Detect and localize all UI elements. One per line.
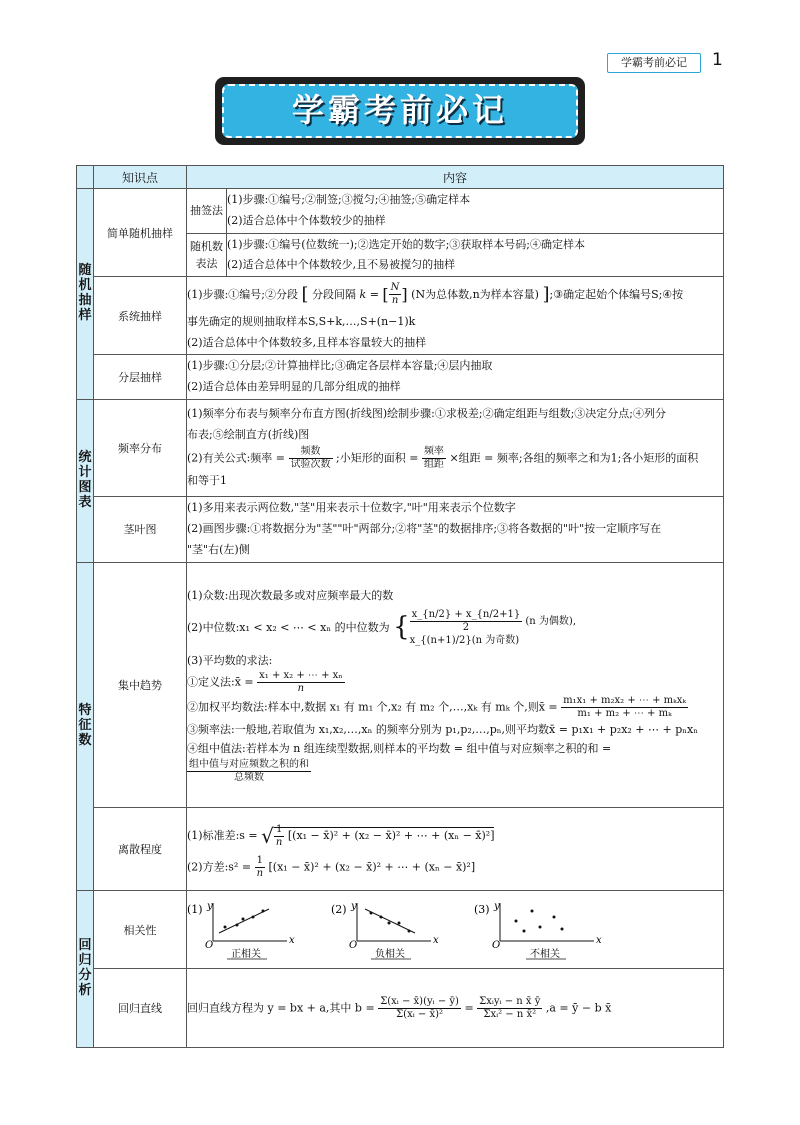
topic-dispersion: 离散程度	[94, 807, 187, 890]
sd-line: (1)标准差:s = √ $\frac{1}{n}$ [(x₁ − x̄)² + (x₂ − x̄)² + ⋯ + (xₙ − x̄)²]	[187, 823, 495, 849]
variance-text: (2)方差:s² =	[187, 860, 252, 874]
plot1-trend-line	[219, 909, 269, 933]
frequency-fraction-1	[289, 446, 333, 471]
content-central	[187, 563, 724, 807]
systematic-line-1: (1)步骤:①编号;②分段 [ 分段间隔 k = [ $\frac{N}{n}$ ] (N为总体数,n为样本容量) ];③确定起始个体编号S;④按	[187, 282, 684, 307]
variance-body: [(x₁ − x̄)² + (x₂ − x̄)² + ⋯ + (xₙ − x̄)²]	[268, 860, 476, 874]
mean-title: (3)平均数的求法:	[187, 653, 273, 667]
plot3-x-label: x	[596, 934, 602, 946]
regression-den-2: Σxᵢ² − n x̄²	[483, 1008, 537, 1020]
fraction-frequency: 频率	[423, 445, 444, 457]
weighted-den: m₁ + m₂ + ⋯ + mₖ	[577, 708, 672, 720]
topic-systematic: 系统抽样	[94, 277, 187, 354]
fraction-trials: 试验次数	[290, 458, 331, 470]
stemleaf-line-3: "茎"右(左)侧	[187, 542, 250, 556]
plot1-index: (1)	[187, 902, 203, 916]
median-cases	[410, 609, 576, 648]
variance-one: 1	[255, 855, 265, 868]
group-text: ④组中值法:若样本为 n 组连续型数据,则样本的平均数 = 组中值与对应频率之积的和 =	[187, 742, 612, 756]
scatter-positive	[187, 899, 297, 961]
mode-line: (1)众数:出现次数最多或对应频率最大的数	[187, 589, 394, 603]
frequency-formula-a: (2)有关公式:频率 =	[187, 451, 286, 465]
variance-n: n	[256, 868, 264, 880]
plot2-index: (2)	[330, 902, 347, 916]
frequency-line-2: 布表;⑤绘制直方(折线)图	[187, 427, 310, 441]
topic-stratified: 分层抽样	[94, 354, 187, 399]
col-header-content: 内容	[187, 166, 724, 189]
content-frequency	[187, 400, 724, 497]
sd-text: (1)标准差:s =	[187, 829, 258, 843]
topic-central: 集中趋势	[94, 563, 187, 807]
header-tag: 学霸考前必记	[607, 53, 701, 73]
content-lottery	[227, 189, 724, 234]
systematic-line-2: 事先确定的规则抽取样本S,S+k,…,S+(n−1)k	[187, 314, 416, 328]
median-even-num: x_{n/2} + x_{n/2+1}	[411, 608, 521, 620]
frequency-formula-b: ;小矩形的面积 =	[336, 451, 419, 465]
topic-regression-line: 回归直线	[94, 969, 187, 1048]
frequency-line-3	[187, 446, 723, 471]
random-table-line-1: (1)步骤:①编号(位数统一);②选定开始的数字;③获取样本号码;④确定样本	[227, 237, 585, 251]
regression-fraction-2	[477, 996, 542, 1021]
median-odd: x_{(n+1)/2}(n 为奇数)	[409, 634, 520, 646]
weighted-fraction	[561, 695, 688, 720]
scatter-negative	[331, 899, 441, 961]
scatter-uncorrelated	[474, 899, 604, 961]
sub-random-table	[187, 234, 227, 277]
lottery-line-1: (1)步骤:①编号;②制签;③搅匀;④抽签;⑤确定样本	[227, 193, 471, 207]
variance-fraction	[255, 855, 265, 880]
stratified-line-2: (2)适合总体由差异明显的几部分组成的抽样	[187, 379, 401, 393]
median-even-note: (n 为偶数),	[525, 615, 577, 627]
plot3-caption: 不相关	[530, 948, 560, 960]
plot2-point	[407, 929, 410, 932]
plot3-origin: O	[492, 939, 501, 951]
plot2-y-label: y	[350, 900, 357, 912]
plot2-point	[397, 921, 400, 924]
regression-den-1: Σ(xᵢ − x̄)²	[396, 1008, 444, 1020]
group-fraction	[187, 759, 311, 784]
regression-text: 回归直线方程为 y = bx + a,其中 b =	[187, 1001, 375, 1015]
group-den: 总频数	[234, 771, 264, 783]
variance-line	[187, 855, 723, 880]
systematic-step-text: (1)步骤:①编号;②分段	[187, 287, 298, 301]
regression-fraction-1	[378, 996, 461, 1021]
title-banner	[215, 77, 585, 145]
fraction-width: 组距	[423, 458, 444, 470]
fraction-n: n	[391, 295, 399, 307]
plot3-point	[523, 929, 526, 932]
col-header-knowledge: 知识点	[94, 166, 187, 189]
systematic-fraction	[389, 282, 402, 307]
page-number: 1	[712, 50, 723, 70]
plot1-point	[262, 909, 265, 912]
frequency-fraction-2	[422, 446, 446, 471]
category-sampling	[77, 189, 94, 400]
regression-num-2: Σxᵢyᵢ − n x̄ ȳ	[479, 995, 541, 1007]
plot2-origin: O	[348, 939, 357, 951]
page-title: 学霸考前必记	[291, 91, 508, 129]
corner-cell	[77, 166, 94, 189]
plot1-x-label: x	[289, 934, 295, 946]
plot2-point	[369, 911, 372, 914]
freq-method-line: ③频率法:一般地,若取值为 x₁,x₂,…,xₙ 的频率分别为 p₁,p₂,…,pₙ,则平均数x̄ = p₁x₁ + p₂x₂ + ⋯ + pₙxₙ	[187, 723, 698, 737]
fraction-count: 频数	[289, 446, 333, 459]
topic-stemleaf: 茎叶图	[94, 496, 187, 562]
group-line	[187, 739, 723, 783]
category-features-label: 特征数	[78, 703, 92, 748]
stemleaf-line-2: (2)画图步骤:①将数据分为"茎""叶"两部分;②将"茎"的数据排序;③将各数据的"叶"按一定顺序写在	[187, 521, 662, 535]
group-num: 组中值与对应频数之积的和	[189, 758, 309, 770]
plot1-origin: O	[205, 939, 214, 951]
plot1-point	[252, 915, 255, 918]
plot2-trend-line	[365, 909, 415, 933]
plot3-point	[539, 925, 542, 928]
definition-fraction	[257, 670, 344, 695]
median-line: (2)中位数:x₁ < x₂ < ⋯ < xₙ 的中位数为 { $\frac{x\_\{n/2\} + x\_\{n/2+1\}}{2}$ (n 为偶数), x_{(n+1)/2}(n 为奇数)	[187, 608, 577, 646]
plot3-y-label: y	[494, 900, 500, 912]
sd-body: [(x₁ − x̄)² + (x₂ − x̄)² + ⋯ + (xₙ − x̄)²]	[287, 829, 495, 843]
systematic-step-rest: ;③确定起始个体编号S;④按	[549, 287, 684, 301]
systematic-interval-text: 分段间隔	[312, 287, 357, 301]
regression-equals: =	[464, 1001, 474, 1015]
content-random-table	[227, 234, 724, 277]
sd-one: 1	[274, 824, 284, 837]
sub-lottery: 抽签法	[187, 189, 227, 234]
category-features	[77, 563, 94, 891]
plot3-point	[561, 927, 564, 930]
category-charts	[77, 400, 94, 563]
weighted-line	[187, 695, 723, 720]
content-systematic	[187, 277, 724, 354]
stratified-line-1: (1)步骤:①分层;②计算抽样比;③确定各层样本容量;④层内抽取	[187, 359, 493, 373]
median-even-den: 2	[462, 621, 470, 633]
plot3-index: (3)	[474, 902, 490, 916]
definition-den: n	[297, 683, 305, 695]
weighted-num: m₁x₁ + m₂x₂ + ⋯ + mₖxₖ	[563, 695, 687, 707]
plot3-point	[531, 909, 534, 912]
median-even-fraction	[410, 609, 523, 634]
plot1-caption: 正相关	[231, 948, 261, 960]
plot2-caption: 负相关	[374, 948, 405, 960]
definition-text: ①定义法:x̄ =	[187, 675, 254, 689]
regression-tail: ,a = ȳ − b x̄	[545, 1001, 612, 1015]
stemleaf-line-1: (1)多用来表示两位数,"茎"用来表示十位数字,"叶"用来表示个位数字	[187, 501, 516, 515]
content-stemleaf	[187, 496, 724, 562]
sd-n: n	[275, 836, 283, 848]
sd-fraction	[274, 824, 284, 849]
median-text: (2)中位数:x₁ < x₂ < ⋯ < xₙ 的中位数为	[187, 621, 390, 635]
frequency-formula-c: ×组距 = 频率;各组的频率之和为1;各小矩形的面积	[449, 451, 699, 465]
lottery-line-2: (2)适合总体中个体数较少的抽样	[227, 214, 386, 228]
plot1-point	[224, 925, 227, 928]
plot1-y-label: y	[207, 900, 213, 912]
topic-frequency: 频率分布	[94, 400, 187, 497]
category-regression	[77, 891, 94, 1048]
definition-num: x₁ + x₂ + ⋯ + xₙ	[259, 670, 343, 682]
category-charts-label: 统计图表	[78, 450, 92, 511]
topic-simple-random: 简单随机抽样	[94, 189, 187, 277]
content-stratified	[187, 354, 724, 399]
plot3-point	[515, 919, 518, 922]
category-regression-label: 回归分析	[78, 938, 92, 998]
definition-line	[187, 670, 723, 695]
systematic-k: k =	[359, 287, 379, 301]
plot1-point	[242, 917, 245, 920]
plot2-x-label: x	[432, 934, 439, 946]
frequency-line-1: (1)频率分布表与频率分布直方图(折线图)绘制步骤:①求极差;②确定组距与组数;③决定分点;④列分	[187, 407, 666, 421]
fraction-N: N	[390, 282, 400, 294]
random-table-label-2: 表法	[195, 257, 218, 271]
plot2-point	[379, 915, 382, 918]
random-table-line-2: (2)适合总体中个体数较少,且不易被搅匀的抽样	[227, 258, 456, 272]
systematic-line-3: (2)适合总体中个体数较多,且样本容量较大的抽样	[187, 335, 427, 349]
random-table-label-1: 随机数	[190, 239, 223, 253]
plot1-point	[236, 923, 239, 926]
content-regression-line	[187, 969, 724, 1048]
weighted-text: ②加权平均数法:样本中,数据 x₁ 有 m₁ 个,x₂ 有 m₂ 个,…,xₖ 有 mₖ 个,则x̄ =	[187, 700, 558, 714]
plot3-point	[553, 915, 556, 918]
plot2-point	[387, 921, 390, 924]
frequency-line-4: 和等于1	[187, 473, 227, 487]
category-sampling-label: 随机抽样	[78, 263, 92, 324]
summary-table	[76, 165, 724, 1048]
regression-num-1: Σ(xᵢ − x̄)(yᵢ − ȳ)	[380, 995, 459, 1007]
topic-correlation: 相关性	[94, 891, 187, 969]
systematic-note: (N为总体数,n为样本容量)	[411, 287, 539, 301]
content-correlation	[187, 891, 724, 969]
content-dispersion	[187, 807, 724, 890]
